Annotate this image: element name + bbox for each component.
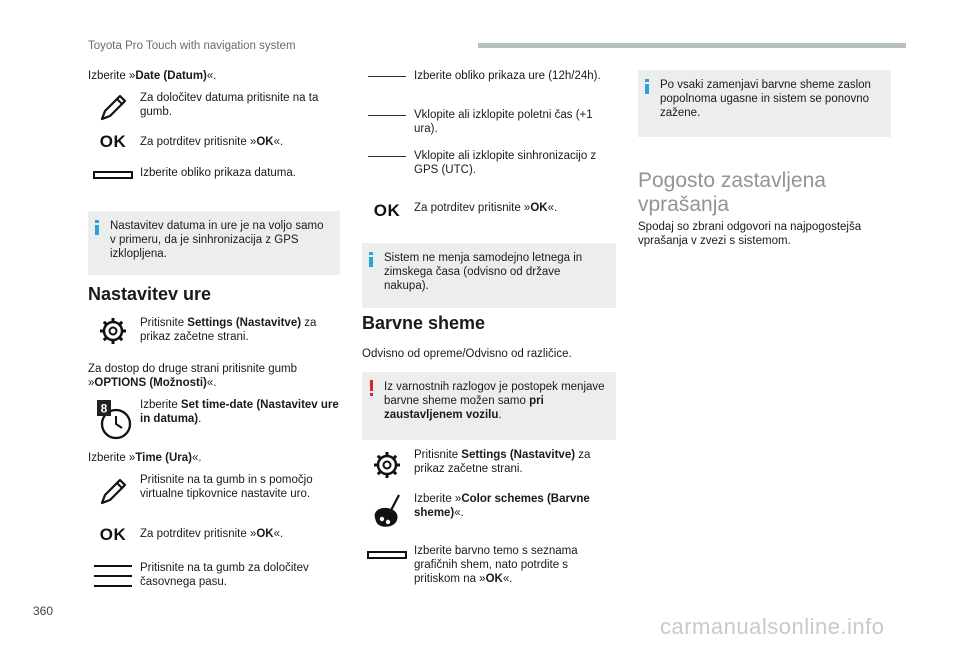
step-set-time-date: 8 Izberite Set time-date (Nastavitev ure in datuma). bbox=[88, 398, 340, 442]
selector-line-icon bbox=[362, 149, 412, 189]
running-header: Toyota Pro Touch with navigation system bbox=[88, 40, 296, 52]
step-color-theme-list: Izberite barvno temo s seznama grafičnih shem, nato potrdite s pritiskom na »OK«. bbox=[362, 544, 616, 590]
ok-icon: OK bbox=[99, 525, 127, 544]
ok-icon: OK bbox=[373, 201, 401, 220]
step-date-ok: OK Za potrditev pritisnite »OK«. bbox=[88, 134, 340, 158]
warning-note-color: Iz varnostnih razlogov je postopek menjave barvne sheme možen samo pri zaustavljenem vozilu. bbox=[362, 372, 616, 440]
warning-icon bbox=[370, 380, 373, 396]
heading-time-setting: Nastavitev ure bbox=[88, 284, 212, 304]
clock-icon bbox=[88, 398, 138, 438]
gear-icon bbox=[88, 316, 138, 356]
pencil-icon bbox=[88, 477, 138, 517]
step-date-pencil: Za določitev datuma pritisnite na ta gumb. bbox=[88, 91, 340, 131]
watermark: carmanualsonline.info bbox=[660, 614, 885, 639]
info-note-color-restart: Po vsaki zamenjavi barvne sheme zaslon popolnoma ugasne in sistem se ponovno zažene. bbox=[638, 70, 891, 137]
intro-time: Izberite »Time (Ura)«. bbox=[88, 452, 202, 464]
step-time-confirm-ok: OK Za potrditev pritisnite »OK«. bbox=[362, 201, 616, 225]
list-selector-icon bbox=[362, 544, 412, 584]
list-selector-icon bbox=[88, 166, 138, 206]
step-time-format: Izberite obliko prikaza ure (12h/24h). bbox=[362, 69, 616, 93]
info-note-dst: Sistem ne menja samodejno letnega in zimskega časa (odvisno od države nakupa). bbox=[362, 243, 616, 308]
step-time-ok: OK Za potrditev pritisnite »OK«. bbox=[88, 526, 340, 550]
info-icon bbox=[95, 220, 99, 234]
step-time-pencil: Pritisnite na ta gumb in s pomočjo virtualne tipkovnice nastavite uro. bbox=[88, 473, 340, 513]
info-note-date: Nastavitev datuma in ure je na voljo samo v primeru, da je sinhronizacija z GPS izklopljena. bbox=[88, 211, 340, 275]
selector-line-icon bbox=[362, 108, 412, 148]
step-color-settings: Pritisnite Settings (Nastavitve) za prikaz začetne strani. bbox=[362, 448, 616, 482]
availability-text: Odvisno od opreme/Odvisno od različice. bbox=[362, 348, 572, 360]
info-icon bbox=[645, 79, 649, 93]
page-number: 360 bbox=[33, 604, 54, 618]
step-gps-sync: Vklopite ali izklopite sinhronizacijo z GPS (UTC). bbox=[362, 149, 616, 179]
step-summer-time: Vklopite ali izklopite poletni čas (+1 ura). bbox=[362, 108, 616, 138]
intro-date: Izberite »Date (Datum)«. bbox=[88, 70, 217, 82]
step-color-schemes: Izberite »Color schemes (Barvne sheme)«. bbox=[362, 492, 616, 534]
menu-lines-icon bbox=[88, 563, 138, 603]
heading-faq: Pogosto zastavljena vprašanja bbox=[638, 169, 826, 216]
info-icon bbox=[369, 252, 373, 266]
palette-icon bbox=[362, 492, 412, 532]
step-timezone: Pritisnite na ta gumb za določitev časovnega pasu. bbox=[88, 561, 340, 595]
step-time-settings: Pritisnite Settings (Nastavitve) za prikaz začetne strani. bbox=[88, 316, 340, 350]
pencil-icon bbox=[88, 93, 138, 133]
svg-text:8: 8 bbox=[100, 401, 108, 416]
heading-color-schemes: Barvne sheme bbox=[362, 313, 486, 333]
ok-icon: OK bbox=[99, 132, 127, 151]
gear-icon bbox=[362, 450, 412, 490]
header-bar bbox=[478, 43, 906, 48]
faq-intro-text: Spodaj so zbrani odgovori na najpogostejša vprašanja v zvezi s sistemom. bbox=[638, 221, 862, 247]
access-options-text: Za dostop do druge strani pritisnite gumb »OPTIONS (Možnosti)«. bbox=[88, 363, 298, 389]
selector-line-icon bbox=[362, 69, 412, 109]
step-date-format: Izberite obliko prikaza datuma. bbox=[88, 166, 340, 190]
